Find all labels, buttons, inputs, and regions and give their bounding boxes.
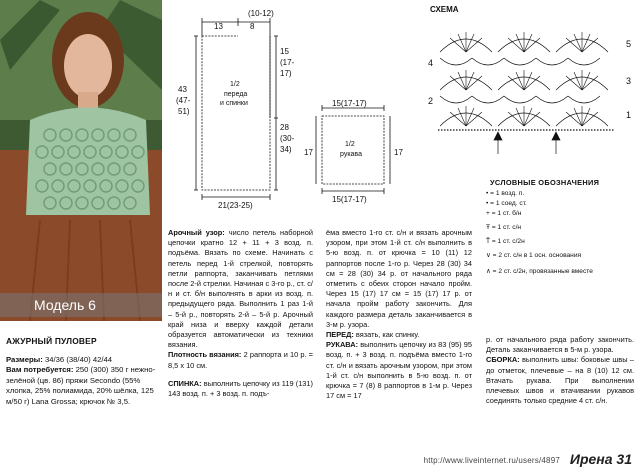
row-number-4-left: 4: [428, 58, 434, 68]
legend-item: ∨ = 2 ст. с/н в 1 осн. основания: [486, 252, 582, 259]
model-caption: Модель 6: [0, 293, 162, 317]
text-column-3: [486, 335, 634, 406]
legend-item: • = 1 соед. ст.: [486, 200, 527, 207]
two-tr-together-icon: ∧: [486, 268, 491, 275]
sleeves-text: выполнить цепочку из 83 (95) 95 возд. п. + 3 возд. п. подъёма вместо 1-го ст. с/н и вязать арочным узором, при этом 1-й ст. с/н выполнить в 5-ю возд. п. от крючка = 7 (8) 8 раппортов в 1-м р. Через 17 см = 17: [326, 340, 472, 401]
sleeve-dim-bottom: 15(17-17): [332, 195, 367, 204]
density-label: Плотность вязания:: [168, 350, 242, 360]
back-text-cont: ёма вместо 1-го ст. с/н и вязать арочным узором, при этом 1-й ст. с/н выполнить в 5-ю возд. п. от крючка = 10 (11) 12 раппортов после 1-го р. Через 28 (30) 34 см = 28 (30) 34 р. от начального ряда отметить с обеих сторон начало пройм. Через 15 (17) 17 см = 15 (17) 17 р. от начала пройм работу закончить. Для каждого размера деталь заканчивается в 3-м р. узора.: [326, 228, 472, 329]
dim-right-bottom-2: (30-: [280, 134, 295, 143]
two-dc-in-one-icon: ∨: [486, 252, 491, 259]
single-crochet-icon: +: [486, 210, 490, 217]
dim-left-2: (47-: [176, 96, 191, 105]
legend-item: ∧ = 2 ст. с/2н, провязанные вместе: [486, 268, 593, 275]
legend-item: + = 1 ст. б/н: [486, 210, 522, 217]
sleeve-dim-left: 17: [304, 148, 313, 157]
sizes-label: Размеры:: [6, 355, 43, 364]
back-label: СПИНКА:: [168, 378, 202, 388]
dim-right-top-2: (17-: [280, 58, 295, 67]
density-text: 2 раппорта и 10 р. = 8,5 х 10 см.: [168, 350, 314, 370]
row-number-3-right: 3: [626, 76, 632, 86]
assembly-label: СБОРКА:: [486, 355, 520, 365]
sleeves-text-cont: р. от начального ряда работу закончить. Деталь заканчивается в 5-м р. узора.: [486, 335, 634, 355]
dim-bottom: 21(23-25): [218, 201, 253, 210]
dim-left-1: 43: [178, 85, 187, 94]
sleeve-label-2: рукава: [340, 151, 362, 158]
sleeve-schematic: [300, 98, 410, 210]
front-text: вязать, как спинку.: [355, 330, 420, 340]
body-label-2: переда: [224, 91, 248, 98]
legend-item: Ť = 1 ст. с/2н: [486, 238, 525, 245]
body-schematic: [170, 0, 310, 215]
crochet-chart: [426, 14, 638, 159]
dim-right-top-3: 17): [280, 69, 292, 78]
dim-right-bottom-1: 28: [280, 123, 289, 132]
body-label-3: и спинки: [220, 100, 248, 107]
legend-title: УСЛОВНЫЕ ОБОЗНАЧЕНИЯ: [490, 178, 600, 187]
sleeve-dim-top: 15(17-17): [332, 99, 367, 108]
legend-item: • = 1 возд. п.: [486, 190, 525, 197]
body-label-1: 1/2: [230, 81, 240, 88]
pattern-text: число петель наборной цепочки кратно 12 + 11 + 3 возд. п. подъёма. Вязать по схеме. Начинать с петель перед 1-й стрелкой, повторять петли раппорта, заканчивать петлями после 2-й стрелки. Начиная с 3-го р., ст. с/н и ст. б/н выполнять в арки из возд. п. предыдущего ряда. Выполнить 1 раз 1-й – 5-й р., повторять 2-й – 5-й р. Арочный край низа и вверху каждой детали образуется автоматически из техники вязания.: [168, 228, 313, 350]
row-number-5-right: 5: [626, 39, 632, 49]
sleeve-dim-right: 17: [394, 148, 403, 157]
sleeves-label: РУКАВА:: [326, 340, 359, 350]
footer-brand: Ирена 31: [569, 451, 632, 467]
sleeve-label-1: 1/2: [345, 141, 355, 148]
back-text: выполнить цепочку из 119 (131) 143 возд. п. + 3 возд. п. подъ-: [168, 378, 313, 399]
text-column-2: [326, 228, 472, 401]
dim-right-bottom-3: 34): [280, 145, 292, 154]
article-title: АЖУРНЫЙ ПУЛОВЕР: [6, 336, 97, 346]
dim-top-mid: 8: [250, 22, 255, 31]
row-number-1-right: 1: [626, 110, 632, 120]
assembly-text: выполнить швы: боковые швы – до отметок, плечевые – на 8 (10) 12 см. Втачать рукава. При выполнении плечевых швов и втачивании рукавов соединять только средние 4 ст. с/н.: [486, 355, 634, 406]
dim-top-left: 13: [214, 22, 223, 31]
chart-title: СХЕМА: [430, 5, 459, 14]
materials-block: [6, 355, 158, 407]
legend-item: Ŧ = 1 ст. с/н: [486, 224, 522, 231]
model-photo: [0, 0, 162, 321]
needs-label: Вам потребуется:: [6, 365, 74, 375]
pattern-label: Арочный узор:: [168, 228, 225, 237]
double-crochet-icon: Ŧ: [486, 224, 491, 231]
dim-top-right: (10-12): [248, 9, 274, 18]
front-label: ПЕРЕД:: [326, 330, 354, 340]
row-number-2-left: 2: [428, 96, 434, 106]
treble-crochet-icon: Ť: [486, 238, 491, 245]
text-column-1: [168, 228, 313, 399]
slip-stitch-icon: •: [486, 200, 489, 207]
needs-value: 250 (300) 350 г нежно-зелёной (цв. 86) пряжи Secondo (55% хлопка, 25% полиамида, 20% шёлка, 125 м/50 г) Lana Grossa; крючок № 3,5.: [6, 365, 156, 406]
sizes-value: 34/36 (38/40) 42/44: [44, 355, 113, 364]
chain-stitch-icon: •: [486, 190, 489, 197]
dim-left-3: 51): [178, 107, 190, 116]
dim-right-top-1: 15: [280, 47, 289, 56]
legend-list: [486, 190, 636, 284]
footer-url[interactable]: http://www.liveinternet.ru/users/4897: [423, 456, 560, 465]
